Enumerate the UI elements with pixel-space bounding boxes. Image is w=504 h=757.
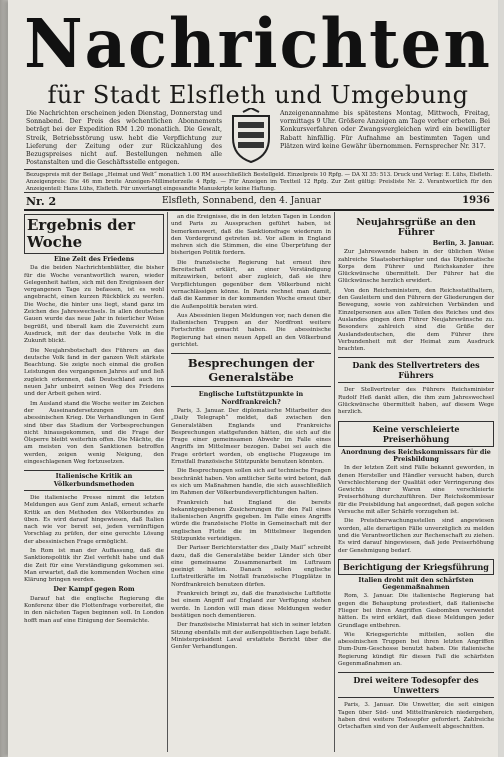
article-heading: Keine verschleierte Preiserhöhung <box>338 421 494 447</box>
article-paragraph: Im Ausland stand die Woche weiter im Zeichen der Auseinandersetzungen um den abessinischen Krieg. Die Verhandlungen in Genf sind über das Stadium der Vorbesprechungen nicht hinausgekommen, und die Frage der Ölsperre bleibt weiterhin offen. Die Mächte, die am meisten von den Sanktionen betroffen werden, zeigen wenig Neigung, den eingeschlagenen Weg fortzusetzen. <box>24 400 164 466</box>
newspaper-page <box>8 0 498 757</box>
article-paragraph: an die Ereignisse, die in den letzten Tagen in London und Paris zu Aussprachen geführt haben, ist bemerkenswert, daß die Sanktionsfrage wiederum in den Vordergrund getreten ist. Vor allem in England mehren sich die Stimmen, die eine Überprüfung der bisherigen Politik fordern. <box>171 214 331 257</box>
masthead-subtitle: für Stadt Elsfleth und Umgebung <box>47 81 469 109</box>
subscription-info: Die Nachrichten erscheinen jeden Dienstag, Donnerstag und Sonnabend. Der Preis des wöchentlichen Abonnements beträgt bei der Expedition RM 1.20 monatlich. Die Gewalt, Streik, Betriebsstörung usw. hebt die Verpflichtung zur Lieferung der Zeitung oder zur Rückzahlung des Bezugspreises nicht auf. Bestellungen nehmen alle Postanstalten und die Geschäftsstelle entgegen. <box>26 110 222 167</box>
article-dateline: Berlin, 3. Januar. <box>432 239 494 247</box>
dateline <box>24 194 494 208</box>
article-paragraph: Aus Abessinien liegen Meldungen vor, nach denen die italienischen Truppen an der Nordfront weitere Fortschritte gemacht haben. Die abessinische Regierung hat einen neuen Appell an den Völkerbund gerichtet. <box>171 312 331 349</box>
issue-number: Nr. 2 <box>26 195 57 208</box>
article-heading: Dank des Stellvertreters des Führers <box>338 357 494 383</box>
article-paragraph: Der Stellvertreter des Führers Reichsminister Rudolf Heß dankt allen, die ihm zum Jahreswechsel Glückwünsche übermittelt haben, auf diesem Wege herzlich. <box>338 387 494 416</box>
article-paragraph: Paris, 3. Januar. Der diplomatische Mitarbeiter des „Daily Telegraph“ meldet, daß zwischen den Generalstäben Englands und Frankreichs Besprechungen stattgefunden hätten, die sich auf die Frage einer gemeinsamen Abwehr im Falle eines Angriffs im Mittelmeer bezogen. Dabei sei auch die Frage erörtert worden, ob englische Flugzeuge im Ernstfall französische Stützpunkte benutzen könnten. <box>171 407 331 466</box>
column-2 <box>171 214 331 653</box>
article-paragraph: Die Preisüberwachungsstellen sind angewiesen worden, alle derartigen Fälle unverzüglich zu melden und die Verantwortlichen zur Rechenschaft zu ziehen. Es wird darauf hingewiesen, daß jede Preiserhöhung der Genehmigung bedarf. <box>338 518 494 554</box>
column-divider <box>167 212 168 752</box>
article-paragraph: In der letzten Zeit sind Fälle bekannt geworden, in denen Hersteller und Händler versucht haben, durch Verschlechterung der Qualität oder Verringerung des Gewichts ihrer Waren eine verschleierte Preiserhöhung durchzuführen. Der Reichskommissar für die Preisbildung hat angeordnet, daß gegen solche Versuche mit aller Schärfe vorzugehen ist. <box>338 465 494 516</box>
column-divider <box>334 212 335 752</box>
article-heading: Italienische Kritik an Völkerbundsmethoden <box>24 470 164 491</box>
article-paragraph: Die italienische Presse nimmt die letzten Meldungen aus Genf zum Anlaß, erneut scharfe Kritik an den Methoden des Völkerbundes zu üben. Es wird darauf hingewiesen, daß Italien nach wie vor bereit sei, jeden vernünftigen Vorschlag zu prüfen, der eine gerechte Lösung der abessinischen Frage ermöglicht. <box>24 494 164 545</box>
article-heading: Drei weitere Todesopfer des Unwetters <box>338 672 494 698</box>
article-paragraph: Frankreich hat England die bereits bekanntgegebenen Zusicherungen für den Fall eines italienischen Angriffs gegeben. Im Falle eines Angriffs würde die französische Flotte in Gemeinschaft mit der englischen Flotte die im Mittelmeer liegenden Stützpunkte verteidigen. <box>171 499 331 542</box>
article-heading: Besprechungen der Generalstäbe <box>171 353 331 387</box>
article-paragraph: Zur Jahreswende haben in der üblichen Weise zahlreiche Staatsoberhäupter und das Diplomatische Korps dem Führer und Reichskanzler ihre Glückwünsche übermittelt. Der Führer hat die Glückwünsche herzlich erwidert. <box>338 249 494 285</box>
coat-of-arms-icon <box>229 108 273 164</box>
article-kicker: Italien droht mit den schärfsten Gegenmaßnahmen <box>358 575 474 592</box>
article-heading: Der Kampf gegen Rom <box>53 585 135 594</box>
masthead <box>24 5 492 109</box>
issue-year: 1936 <box>462 195 490 206</box>
article-paragraph: Von den Reichsministern, den Reichsstatthaltern, den Gauleitern und den Führern der Gliederungen der Bewegung, sowie von zahlreichen Verbänden und Einzelpersonen aus allen Teilen des Reiches und des Auslandes gingen dem Führer Neujahrswünsche zu. Besonders zahlreich sind die Grüße der Auslandsdeutschen, die dem Führer ihre Verbundenheit mit der Heimat zum Ausdruck brachten. <box>338 287 494 353</box>
article-paragraph: Rom, 3. Januar. Die italienische Regierung hat gegen die Behauptung protestiert, daß italienische Flieger bei ihren Angriffen Gasbomben verwendet hätten. Es wird erklärt, daß diese Meldungen jeder Grundlage entbehren. <box>338 593 494 629</box>
article-heading: Berichtigung der Kriegsführung <box>338 559 494 575</box>
article-paragraph: Frankreich bringt zu, daß die französische Luftflotte bei einem Angriff auf England zur Verfügung stehen werde. In London will man diese Meldungen weder bestätigen noch dementieren. <box>171 591 331 619</box>
column-3 <box>338 214 494 734</box>
masthead-title: Nachrichten <box>24 5 492 84</box>
article-paragraph: In Rom ist man der Auffassung, daß die Sanktionspolitik ihr Ziel verfehlt habe und daß die Zeit für eine Verständigung gekommen sei. Man erwartet, daß die kommenden Wochen eine Klärung bringen werden. <box>24 547 164 584</box>
article-kicker: Englische Luftstützpunkte in Nordfrankreich? <box>198 390 304 406</box>
article-kicker: Anordnung des Reichskommissars für die Preisbildung <box>341 447 491 463</box>
binding-edge <box>0 0 8 757</box>
article-paragraph: Der Pariser Berichterstatter des „Daily Mail“ schreibt dazu, daß die Generalstäbe beider Länder sich über eine gemeinsame Zusammenarbeit im Luftraum geeinigt hätten. Danach sollen englische Luftstreitkräfte im Notfall französische Flugplätze in Nordfrankreich benutzen dürfen. <box>171 545 331 588</box>
issue-date: Elsfleth, Sonnabend, den 4. Januar <box>162 196 321 206</box>
header-rule <box>24 169 494 170</box>
article-paragraph: Da die beiden Nachrichtenblätter, die bisher für die Woche verantwortlich waren, wieder Gelegenheit hatten, sich mit den Ereignissen der vergangenen Tage zu befassen, ist es wohl angebracht, einen kurzen Rückblick zu werfen. Die Woche, die hinter uns liegt, stand ganz im Zeichen des Jahreswechsels. In allen deutschen Gauen wurde das neue Jahr in feierlicher Weise begrüßt, und überall kam die Zuversicht zum Ausdruck, mit der das deutsche Volk in die Zukunft blickt. <box>24 265 164 345</box>
article-heading: Neujahrsgrüße an den Führer <box>356 217 476 238</box>
article-paragraph: Wie Kriegsgerichte mitteilen, sollen die abessinischen Truppen bei ihren letzten Angriffen Dum-Dum-Geschosse benutzt haben. Die italienische Regierung kündigt für diesen Fall die schärfsten Gegenmaßnahmen an. <box>338 631 494 668</box>
article-paragraph: Die Neujahrsbotschaft des Führers an das deutsche Volk fand in der ganzen Welt stärkste Beachtung. Sie zeigte noch einmal die großen Leistungen des vergangenen Jahres auf und ließ zugleich erkennen, daß Deutschland auch im neuen Jahr unbeirrt seinen Weg des Friedens und der Arbeit gehen wird. <box>24 347 164 398</box>
dateline-rule-bottom <box>24 209 494 211</box>
article-paragraph: Die französische Regierung hat erneut ihre Bereitschaft erklärt, an einer Verständigung mitzuwirken, betont aber zugleich, daß sie ihre Verpflichtungen gegenüber dem Völkerbund nicht vernachlässigen könne. In Paris rechnet man damit, daß die Kammer in der kommenden Woche erneut über die Außenpolitik beraten wird. <box>171 259 331 310</box>
column-1 <box>24 214 164 627</box>
advertising-info: Anzeigenannahme bis spätestens Montag, Mittwoch, Freitag, vormittags 9 Uhr. Größere Anzeigen am Tage vorher erbeten. Bei Konkursverfahren oder Zwangsvergleichen wird ein bewilligter Rabatt hinfällig. Für Aufnahme an bestimmten Tagen und Plätzen wird keine Gewähr übernommen. Fernsprecher Nr. 317. <box>280 110 490 150</box>
publisher-line: Bezugspreis mit der Beilage „Heimat und Welt“ monatlich 1.00 RM ausschließlich Bestellgeld. Einzelpreis 10 Rpfg. — DA XI 35: 513. Druck und Verlag: E. Lühs, Elsfleth. Anzeigenpreis: Die 46 mm breite Anzeigen-Millimeterzeile 4 Rpfg. — Für Anzeigen im Textteil 12 Rpfg. Zur Zeit gültig: Preisliste Nr. 2. Verantwortlich für den Anzeigenteil: Hans Lühs, Elsfleth. Für unverlangt eingesandte Manuskripte keine Haftung. <box>26 172 492 193</box>
article-paragraph: Die Besprechungen sollen sich auf technische Fragen beschränkt haben. Von amtlicher Seite wird betont, daß es sich um Maßnahmen handle, die sich ausschließlich im Rahmen der Völkerbundsverpflichtungen halten. <box>171 468 331 497</box>
article-paragraph: Der französische Ministerrat hat sich in seiner letzten Sitzung ebenfalls mit der außenpolitischen Lage befaßt. Ministerpräsident Laval erstattete Bericht über die Genfer Verhandlungen. <box>171 622 331 651</box>
article-kicker: Eine Zeit des Friedens <box>54 255 134 263</box>
article-heading: Ergebnis der Woche <box>24 214 164 254</box>
article-paragraph: Darauf hat die englische Regierung die Konferenz über die Flottenfrage vorbereitet, die in den nächsten Tagen beginnen soll. In London hofft man auf eine Einigung der Seemächte. <box>24 595 164 624</box>
article-paragraph: Paris, 3. Januar. Die Unwetter, die seit einigen Tagen über Süd- und Mittelfrankreich niedergehen, haben drei weitere Todesopfer gefordert. Zahlreiche Ortschaften sind von der Außenwelt abgeschnitten. <box>338 702 494 731</box>
dateline-rule-top <box>24 192 494 193</box>
